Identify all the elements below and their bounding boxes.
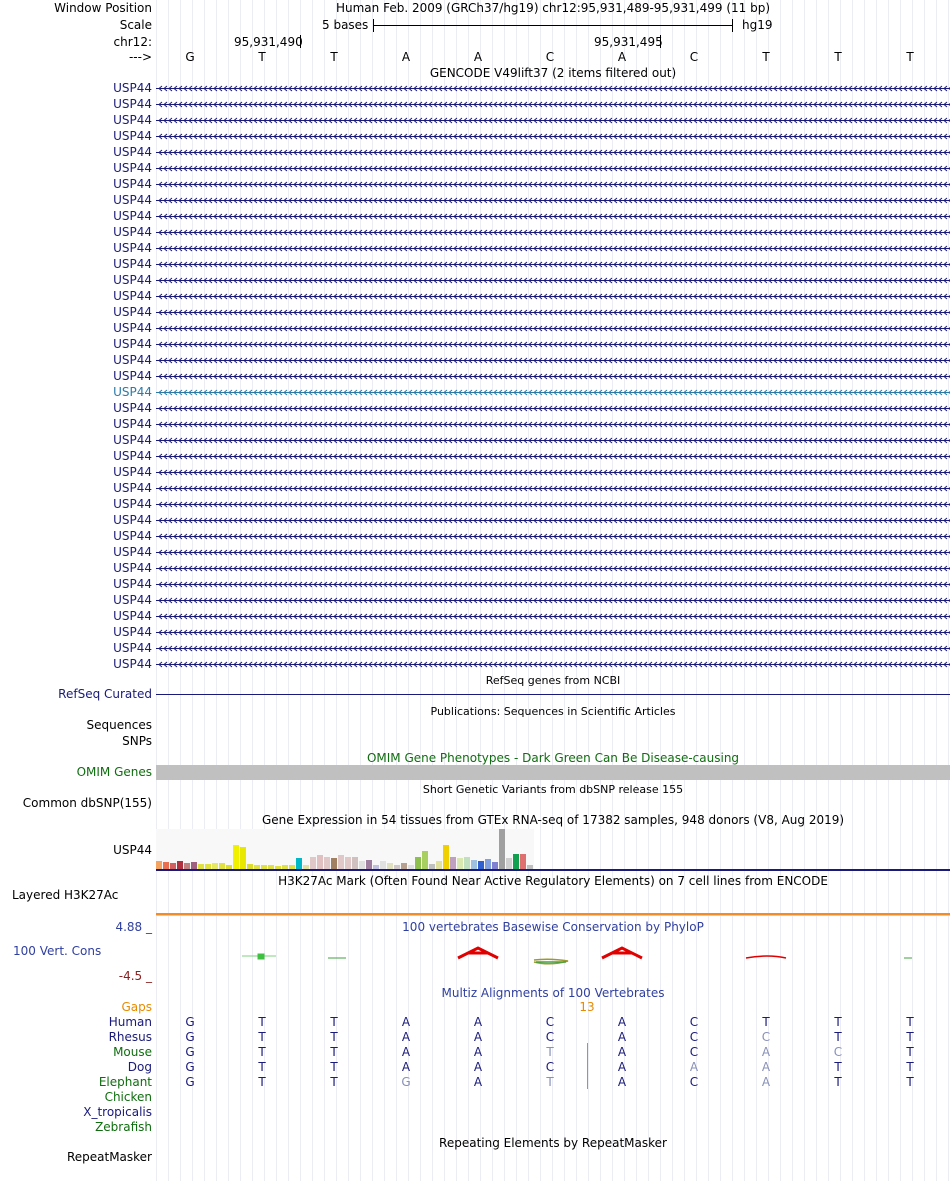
gtex-tissue-bar[interactable] <box>233 845 239 869</box>
base-letter: G <box>185 50 195 64</box>
phylop-svg[interactable] <box>156 936 950 980</box>
base-letter: A <box>473 50 483 64</box>
phylop-track-label[interactable]: 100 Vert. Cons <box>13 944 102 958</box>
base-letter: T <box>834 50 842 64</box>
gencode-gene-label[interactable]: USP44 <box>113 369 152 383</box>
omim-track-title[interactable]: OMIM Gene Phenotypes - Dark Green Can Be Disease-causing <box>366 751 740 765</box>
gencode-gene-label[interactable]: USP44 <box>113 497 152 511</box>
gtex-tissue-bar[interactable] <box>485 859 491 869</box>
gencode-gene-label[interactable]: USP44 <box>113 417 152 431</box>
gencode-transcript-line[interactable] <box>156 257 950 272</box>
gencode-gene-label[interactable]: USP44 <box>113 225 152 239</box>
window-position-label: Window Position <box>54 1 152 15</box>
multiz-base: G <box>185 1060 195 1074</box>
gencode-transcript-line[interactable] <box>156 305 950 320</box>
multiz-base: G <box>185 1075 195 1089</box>
gencode-transcript-line[interactable] <box>156 193 950 208</box>
gencode-gene-label[interactable]: USP44 <box>113 145 152 159</box>
gencode-gene-label[interactable]: USP44 <box>113 593 152 607</box>
gencode-gene-label[interactable]: USP44 <box>113 289 152 303</box>
gencode-transcript-line[interactable] <box>156 417 950 432</box>
gencode-transcript-line[interactable] <box>156 369 950 384</box>
gencode-gene-label[interactable]: USP44 <box>113 513 152 527</box>
multiz-gaps-label: Gaps <box>121 1000 152 1014</box>
gencode-transcript-line[interactable] <box>156 513 950 528</box>
multiz-base: T <box>258 1075 266 1089</box>
multiz-base: A <box>401 1030 411 1044</box>
publications-label-snps[interactable]: SNPs <box>122 734 152 748</box>
multiz-insertion-marker <box>587 1043 588 1089</box>
gencode-gene-label[interactable]: USP44 <box>113 609 152 623</box>
gencode-gene-label[interactable]: USP44 <box>113 305 152 319</box>
gencode-gene-label[interactable]: USP44 <box>113 177 152 191</box>
gencode-gene-label[interactable]: USP44 <box>113 465 152 479</box>
repeatmasker-track-title[interactable]: Repeating Elements by RepeatMasker <box>439 1136 667 1150</box>
gencode-gene-label[interactable]: USP44 <box>113 577 152 591</box>
gtex-tissue-bar[interactable] <box>471 860 477 869</box>
position-label-2: 95,931,495 <box>594 35 663 49</box>
gtex-tissue-bar[interactable] <box>422 851 428 869</box>
multiz-base: T <box>330 1015 338 1029</box>
h3k27ac-signal[interactable] <box>156 913 950 916</box>
gtex-tissue-bar[interactable] <box>520 854 526 869</box>
gtex-tissue-bar[interactable] <box>338 855 344 869</box>
multiz-base: T <box>258 1030 266 1044</box>
multiz-base: T <box>330 1030 338 1044</box>
gencode-track-title[interactable]: GENCODE V49lift37 (2 items filtered out) <box>429 66 677 80</box>
multiz-gap-count: 13 <box>579 1000 595 1014</box>
gencode-gene-label[interactable]: USP44 <box>113 545 152 559</box>
multiz-base: G <box>185 1045 195 1059</box>
gencode-gene-label[interactable]: USP44 <box>113 241 152 255</box>
gencode-gene-label[interactable]: USP44 <box>113 129 152 143</box>
gencode-transcript-line[interactable] <box>156 481 950 496</box>
multiz-base: T <box>906 1060 914 1074</box>
phylop-small-mark <box>258 954 264 959</box>
gencode-transcript-line[interactable] <box>156 561 950 576</box>
multiz-base: T <box>546 1075 554 1089</box>
multiz-base: A <box>617 1045 627 1059</box>
multiz-base: A <box>401 1045 411 1059</box>
gencode-transcript-line[interactable] <box>156 353 950 368</box>
multiz-base: A <box>761 1060 771 1074</box>
multiz-base: A <box>761 1075 771 1089</box>
scale-assembly: hg19 <box>742 18 773 32</box>
gencode-transcript-line[interactable] <box>156 97 950 112</box>
gencode-transcript-line[interactable] <box>156 241 950 256</box>
multiz-base: T <box>258 1045 266 1059</box>
gencode-transcript-line[interactable] <box>156 401 950 416</box>
multiz-base: C <box>761 1030 771 1044</box>
gencode-transcript-line[interactable] <box>156 577 950 592</box>
gencode-gene-label[interactable]: USP44 <box>113 273 152 287</box>
gtex-track-label[interactable]: USP44 <box>113 843 152 857</box>
multiz-species-label[interactable]: Dog <box>127 1060 152 1074</box>
multiz-species-label[interactable]: Elephant <box>98 1075 152 1089</box>
multiz-base: A <box>617 1015 627 1029</box>
gencode-gene-label[interactable]: USP44 <box>113 353 152 367</box>
phylop-letter-a <box>602 948 642 958</box>
gencode-transcript-line[interactable] <box>156 545 950 560</box>
phylop-small-t <box>746 956 786 958</box>
multiz-base: T <box>906 1015 914 1029</box>
multiz-species-label[interactable]: Zebrafish <box>95 1120 152 1134</box>
multiz-base: A <box>473 1045 483 1059</box>
gtex-tissue-bar[interactable] <box>163 862 169 869</box>
gencode-transcript-line[interactable] <box>156 433 950 448</box>
multiz-base: T <box>906 1030 914 1044</box>
gencode-transcript-line[interactable] <box>156 449 950 464</box>
gencode-gene-label[interactable]: USP44 <box>113 625 152 639</box>
repeatmasker-track-label[interactable]: RepeatMasker <box>66 1150 152 1164</box>
gencode-transcript-line[interactable] <box>156 289 950 304</box>
multiz-base: C <box>689 1045 699 1059</box>
gencode-transcript-line[interactable] <box>156 497 950 512</box>
gencode-gene-label[interactable]: USP44 <box>113 561 152 575</box>
multiz-base: A <box>401 1060 411 1074</box>
gencode-gene-label[interactable]: USP44 <box>113 161 152 175</box>
gencode-gene-label[interactable]: USP44 <box>113 481 152 495</box>
multiz-base: A <box>401 1015 411 1029</box>
gencode-gene-label[interactable]: USP44 <box>113 321 152 335</box>
base-letter: T <box>906 50 914 64</box>
omim-gene-bar[interactable] <box>156 765 950 780</box>
multiz-base: A <box>473 1075 483 1089</box>
refseq-track-label[interactable]: RefSeq Curated <box>58 687 152 701</box>
gencode-transcript-line[interactable] <box>156 273 950 288</box>
gencode-gene-label[interactable]: USP44 <box>113 449 152 463</box>
multiz-base: G <box>185 1015 195 1029</box>
multiz-base: T <box>330 1060 338 1074</box>
multiz-base: A <box>473 1030 483 1044</box>
gtex-tissue-bar[interactable] <box>324 857 330 869</box>
base-letter: A <box>401 50 411 64</box>
multiz-base: G <box>401 1075 411 1089</box>
multiz-base: C <box>689 1015 699 1029</box>
gtex-tissue-bar[interactable] <box>380 861 386 869</box>
multiz-base: C <box>545 1060 555 1074</box>
gtex-tissue-bar[interactable] <box>296 858 302 869</box>
gtex-tissue-bar[interactable] <box>506 858 512 869</box>
multiz-base: T <box>546 1045 554 1059</box>
multiz-base: T <box>258 1060 266 1074</box>
gencode-gene-label[interactable]: USP44 <box>113 337 152 351</box>
gencode-transcript-line[interactable] <box>156 129 950 144</box>
multiz-base: T <box>834 1075 842 1089</box>
multiz-base: A <box>617 1060 627 1074</box>
base-letter: T <box>330 50 338 64</box>
gtex-tissue-bar[interactable] <box>499 829 505 869</box>
base-letter: T <box>258 50 266 64</box>
scale-text: 5 bases <box>322 18 369 32</box>
gtex-tissue-bar[interactable] <box>457 858 463 869</box>
multiz-base: T <box>834 1030 842 1044</box>
multiz-species-label[interactable]: Chicken <box>104 1090 152 1104</box>
multiz-base: T <box>906 1075 914 1089</box>
h3k27ac-track-label[interactable]: Layered H3K27Ac <box>12 888 119 902</box>
gtex-tissue-bar[interactable] <box>464 857 470 869</box>
gencode-transcript-line[interactable] <box>156 657 950 672</box>
gencode-transcript-line[interactable] <box>156 337 950 352</box>
gtex-tissue-bar[interactable] <box>436 861 442 869</box>
chrom-label: chr12: <box>113 35 152 49</box>
gtex-tissue-bar[interactable] <box>366 860 372 869</box>
gencode-transcript-line[interactable] <box>156 81 950 96</box>
gencode-gene-label[interactable]: USP44 <box>113 529 152 543</box>
gtex-tissue-bar[interactable] <box>191 862 197 869</box>
gtex-tissue-bar[interactable] <box>359 861 365 869</box>
multiz-base: T <box>330 1075 338 1089</box>
multiz-base: A <box>617 1030 627 1044</box>
multiz-base: A <box>473 1060 483 1074</box>
gencode-transcript-line[interactable] <box>156 465 950 480</box>
multiz-species-label[interactable]: Mouse <box>113 1045 152 1059</box>
publications-label-sequences[interactable]: Sequences <box>86 718 152 732</box>
multiz-species-label[interactable]: X_tropicalis <box>83 1105 152 1119</box>
gtex-tissue-bar[interactable] <box>443 845 449 869</box>
multiz-species-label[interactable]: Rhesus <box>108 1030 152 1044</box>
scale-label: Scale <box>119 18 152 32</box>
gencode-transcript-line[interactable] <box>156 385 950 400</box>
gencode-gene-label[interactable]: USP44 <box>113 657 152 671</box>
gtex-tissue-bar[interactable] <box>240 847 246 869</box>
phylop-letter-a <box>458 948 498 958</box>
gencode-transcript-line[interactable] <box>156 113 950 128</box>
window-position-value: Human Feb. 2009 (GRCh37/hg19) chr12:95,931,489-95,931,499 (11 bp) <box>335 1 770 15</box>
gtex-tissue-bar[interactable] <box>317 855 323 869</box>
gencode-gene-label[interactable]: USP44 <box>113 385 152 399</box>
gtex-baseline <box>156 869 950 871</box>
multiz-track-title[interactable]: Multiz Alignments of 100 Vertebrates <box>441 986 665 1000</box>
refseq-track-title[interactable]: RefSeq genes from NCBI <box>485 674 621 687</box>
multiz-base: C <box>689 1030 699 1044</box>
multiz-base: G <box>185 1030 195 1044</box>
gtex-tissue-bar[interactable] <box>513 854 519 869</box>
phylop-ymin: -4.5 _ <box>118 969 152 983</box>
base-letter: C <box>545 50 555 64</box>
gencode-gene-label[interactable]: USP44 <box>113 209 152 223</box>
strand-label: ---> <box>128 50 152 64</box>
refseq-gene-line[interactable] <box>156 694 950 695</box>
gencode-transcript-line[interactable] <box>156 225 950 240</box>
gencode-transcript-line[interactable] <box>156 641 950 656</box>
gencode-gene-label[interactable]: USP44 <box>113 401 152 415</box>
gencode-transcript-line[interactable] <box>156 177 950 192</box>
gencode-gene-label[interactable]: USP44 <box>113 257 152 271</box>
scale-bar <box>373 25 733 26</box>
position-label-1: 95,931,490 <box>234 35 303 49</box>
gtex-track-title[interactable]: Gene Expression in 54 tissues from GTEx RNA-seq of 17382 samples, 948 donors (V8, Aug 2019) <box>261 813 845 827</box>
gencode-transcript-line[interactable] <box>156 161 950 176</box>
gencode-gene-label[interactable]: USP44 <box>113 97 152 111</box>
phylop-track-title[interactable]: 100 vertebrates Basewise Conservation by PhyloP <box>402 920 704 934</box>
dbsnp-track-label[interactable]: Common dbSNP(155) <box>22 796 152 810</box>
h3k27ac-track-title[interactable]: H3K27Ac Mark (Often Found Near Active Regulatory Elements) on 7 cell lines from ENCODE <box>278 874 828 888</box>
gencode-transcript-line[interactable] <box>156 625 950 640</box>
multiz-base: C <box>545 1015 555 1029</box>
gtex-tissue-bar[interactable] <box>310 857 316 869</box>
multiz-base: C <box>545 1030 555 1044</box>
phylop-ymax: 4.88 _ <box>115 920 152 934</box>
gtex-tissue-bar[interactable] <box>492 862 498 869</box>
gencode-gene-label[interactable]: USP44 <box>113 193 152 207</box>
multiz-base: A <box>617 1075 627 1089</box>
gencode-transcript-line[interactable] <box>156 593 950 608</box>
base-letter: T <box>762 50 770 64</box>
gtex-tissue-bar[interactable] <box>415 857 421 869</box>
gtex-tissue-bar[interactable] <box>156 861 162 869</box>
base-letter: A <box>617 50 627 64</box>
gencode-gene-label[interactable]: USP44 <box>113 641 152 655</box>
gtex-tissue-bar[interactable] <box>450 857 456 869</box>
gtex-tissue-bar[interactable] <box>345 857 351 869</box>
dbsnp-track-title[interactable]: Short Genetic Variants from dbSNP release 155 <box>422 783 684 796</box>
gencode-transcript-line[interactable] <box>156 209 950 224</box>
publications-track-title[interactable]: Publications: Sequences in Scientific Articles <box>430 705 676 718</box>
multiz-base: T <box>906 1045 914 1059</box>
multiz-base: T <box>834 1060 842 1074</box>
omim-track-label[interactable]: OMIM Genes <box>76 765 152 779</box>
gencode-gene-label[interactable]: USP44 <box>113 433 152 447</box>
multiz-base: T <box>330 1045 338 1059</box>
gtex-tissue-bar[interactable] <box>331 858 337 869</box>
gencode-gene-label[interactable]: USP44 <box>113 113 152 127</box>
gencode-transcript-line[interactable] <box>156 145 950 160</box>
multiz-species-label[interactable]: Human <box>108 1015 152 1029</box>
multiz-base: C <box>833 1045 843 1059</box>
multiz-base: T <box>258 1015 266 1029</box>
multiz-base: T <box>762 1015 770 1029</box>
multiz-base: A <box>689 1060 699 1074</box>
multiz-base: A <box>473 1015 483 1029</box>
gtex-tissue-bar[interactable] <box>177 861 183 869</box>
gencode-gene-label[interactable]: USP44 <box>113 81 152 95</box>
gencode-transcript-line[interactable] <box>156 529 950 544</box>
base-letter: C <box>689 50 699 64</box>
multiz-base: C <box>689 1075 699 1089</box>
gencode-transcript-line[interactable] <box>156 321 950 336</box>
multiz-base: A <box>761 1045 771 1059</box>
gtex-tissue-bar[interactable] <box>352 857 358 869</box>
gencode-transcript-line[interactable] <box>156 609 950 624</box>
multiz-base: T <box>834 1015 842 1029</box>
gtex-tissue-bar[interactable] <box>478 861 484 869</box>
